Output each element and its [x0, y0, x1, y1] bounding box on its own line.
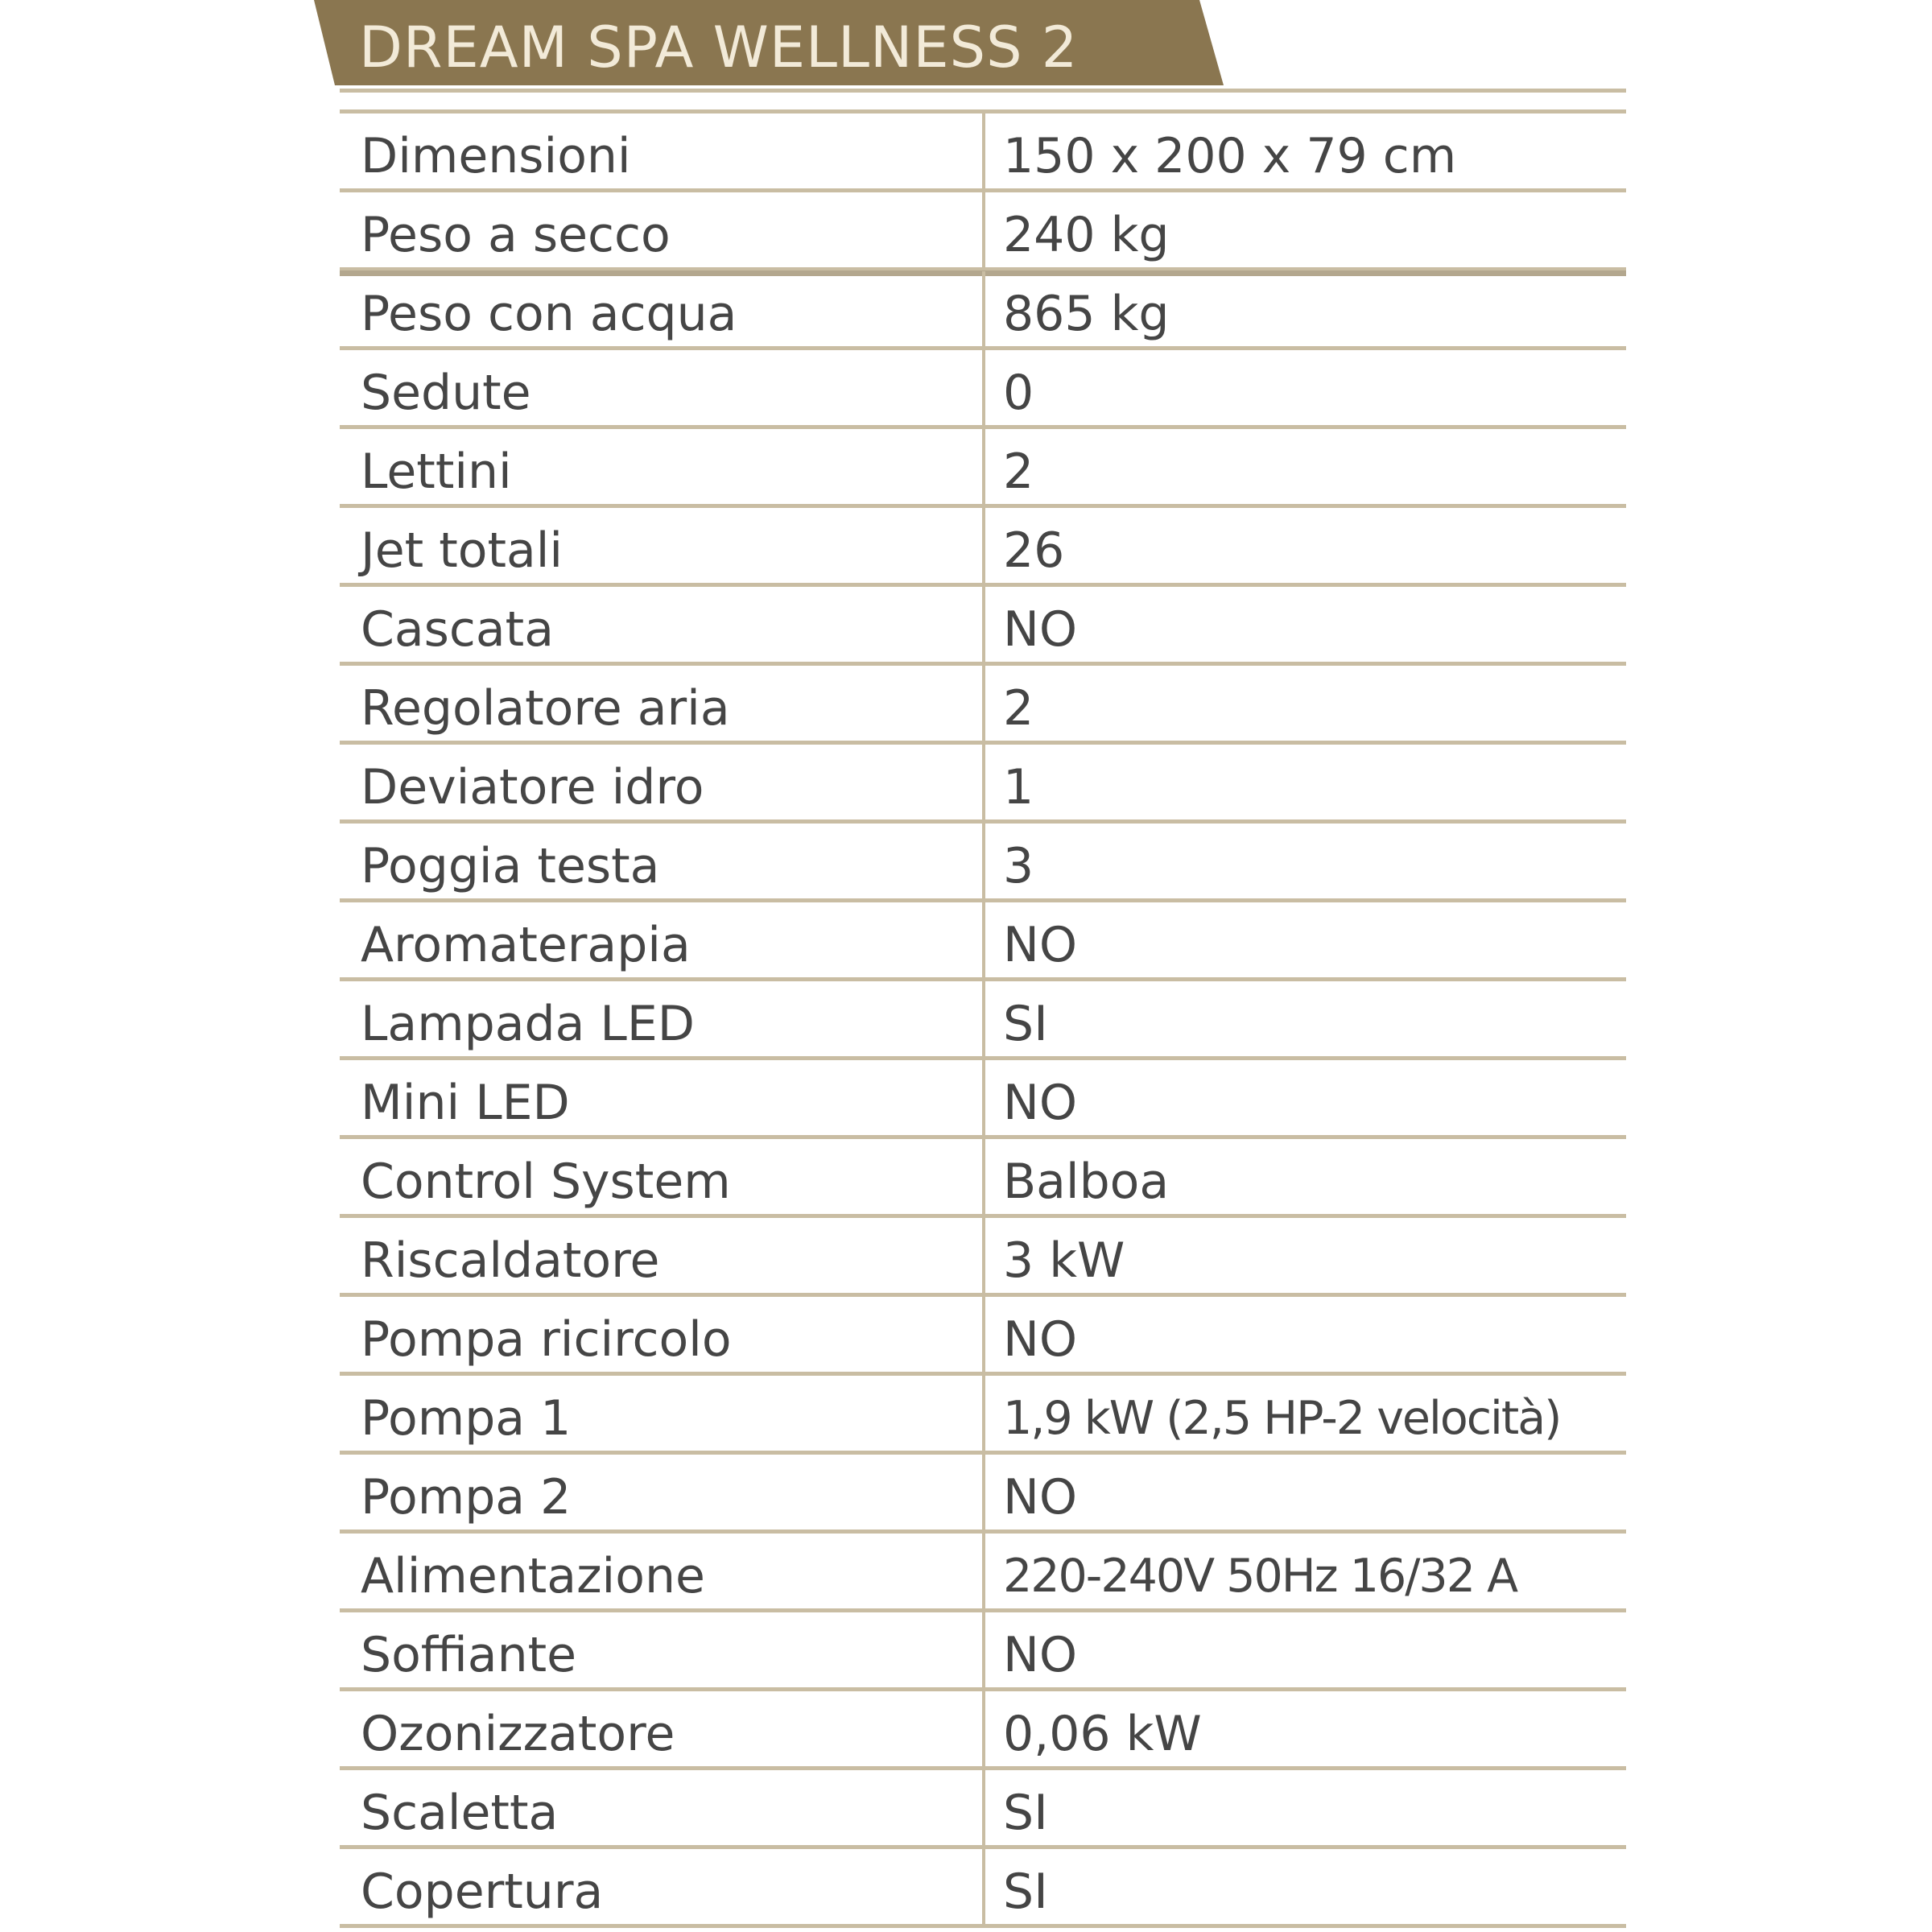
spec-row — [340, 666, 1626, 745]
spec-label: Sedute — [361, 365, 531, 421]
spec-label: Deviatore idro — [361, 759, 704, 815]
spec-value: SI — [1003, 1785, 1048, 1841]
spec-label: Lampada LED — [361, 996, 695, 1052]
column-divider — [982, 114, 985, 188]
spec-row — [340, 192, 1626, 271]
column-divider — [982, 1691, 985, 1766]
column-divider — [982, 1297, 985, 1372]
spec-row — [340, 114, 1626, 192]
column-divider — [982, 1455, 985, 1530]
spec-value: 865 kg — [1003, 286, 1170, 342]
spec-row — [340, 1770, 1626, 1849]
spec-label: Soffiante — [361, 1627, 577, 1683]
column-divider — [982, 350, 985, 425]
spec-label: Copertura — [361, 1864, 604, 1920]
spec-label: Lettini — [361, 444, 512, 500]
spec-row — [340, 271, 1626, 350]
spec-label: Pompa 1 — [361, 1390, 572, 1447]
column-divider — [982, 1139, 985, 1214]
spec-value: NO — [1003, 1469, 1078, 1525]
spec-row — [340, 1297, 1626, 1376]
spec-label: Scaletta — [361, 1785, 559, 1841]
spec-row — [340, 1060, 1626, 1139]
spec-row — [340, 1218, 1626, 1297]
page-title: DREAM SPA WELLNESS 2 — [359, 14, 1079, 80]
spec-value: NO — [1003, 601, 1078, 658]
spec-value: NO — [1003, 1311, 1078, 1368]
spec-label: Poggia testa — [361, 838, 660, 894]
spec-value: SI — [1003, 996, 1048, 1052]
spec-row — [340, 1534, 1626, 1612]
spec-label: Ozonizzatore — [361, 1706, 675, 1762]
spec-value: 2 — [1003, 680, 1034, 737]
spec-row — [340, 1139, 1626, 1218]
spec-value: NO — [1003, 1627, 1078, 1683]
title-banner — [314, 0, 1224, 85]
spec-label: Peso con acqua — [361, 286, 737, 342]
column-divider — [982, 981, 985, 1056]
spec-value: 1 — [1003, 759, 1034, 815]
spec-row — [340, 981, 1626, 1060]
spec-value: Balboa — [1003, 1154, 1170, 1210]
column-divider — [982, 1218, 985, 1293]
column-divider — [982, 824, 985, 898]
column-divider — [982, 666, 985, 741]
column-divider — [982, 1534, 985, 1608]
spec-table — [340, 114, 1626, 1928]
column-divider — [982, 745, 985, 819]
spec-label: Peso a secco — [361, 207, 671, 263]
spec-label: Jet totali — [361, 522, 564, 579]
spec-value: NO — [1003, 1075, 1078, 1131]
spec-value: 3 kW — [1003, 1232, 1125, 1289]
spec-value: NO — [1003, 917, 1078, 973]
spec-label: Cascata — [361, 601, 554, 658]
column-divider — [982, 902, 985, 977]
spec-row — [340, 429, 1626, 508]
spec-value: 26 — [1003, 522, 1065, 579]
spec-label: Aromaterapia — [361, 917, 691, 973]
spec-row — [340, 1376, 1626, 1455]
title-underline — [340, 89, 1626, 93]
column-divider — [982, 508, 985, 583]
spec-value: 1,9 kW (2,5 HP-2 velocità) — [1003, 1392, 1561, 1445]
spec-label: Control System — [361, 1154, 731, 1210]
column-divider — [982, 429, 985, 504]
spec-row — [340, 824, 1626, 902]
spec-row — [340, 745, 1626, 824]
spec-row — [340, 1455, 1626, 1534]
column-divider — [982, 1770, 985, 1845]
spec-value: 240 kg — [1003, 207, 1170, 263]
spec-value: SI — [1003, 1864, 1048, 1920]
spec-value: 3 — [1003, 838, 1034, 894]
spec-value: 150 x 200 x 79 cm — [1003, 128, 1457, 184]
spec-label: Pompa 2 — [361, 1469, 572, 1525]
spec-row — [340, 1612, 1626, 1691]
spec-value: 2 — [1003, 444, 1034, 500]
spec-label: Pompa ricircolo — [361, 1311, 732, 1368]
column-divider — [982, 192, 985, 267]
spec-row — [340, 902, 1626, 981]
spec-value: 0 — [1003, 365, 1034, 421]
spec-label: Dimensioni — [361, 128, 631, 184]
spec-value: 220-240V 50Hz 16/32 A — [1003, 1550, 1517, 1603]
spec-label: Regolatore aria — [361, 680, 730, 737]
spec-row — [340, 350, 1626, 429]
column-divider — [982, 587, 985, 662]
column-divider — [982, 1376, 985, 1451]
column-divider — [982, 1060, 985, 1135]
column-divider — [982, 1612, 985, 1687]
column-divider — [982, 1849, 985, 1924]
spec-value: 0,06 kW — [1003, 1706, 1202, 1762]
spec-label: Riscaldatore — [361, 1232, 660, 1289]
spec-label: Alimentazione — [361, 1548, 705, 1604]
spec-label: Mini LED — [361, 1075, 570, 1131]
spec-row — [340, 508, 1626, 587]
spec-row — [340, 587, 1626, 666]
column-divider — [982, 271, 985, 346]
spec-row — [340, 1691, 1626, 1770]
spec-row — [340, 1849, 1626, 1928]
